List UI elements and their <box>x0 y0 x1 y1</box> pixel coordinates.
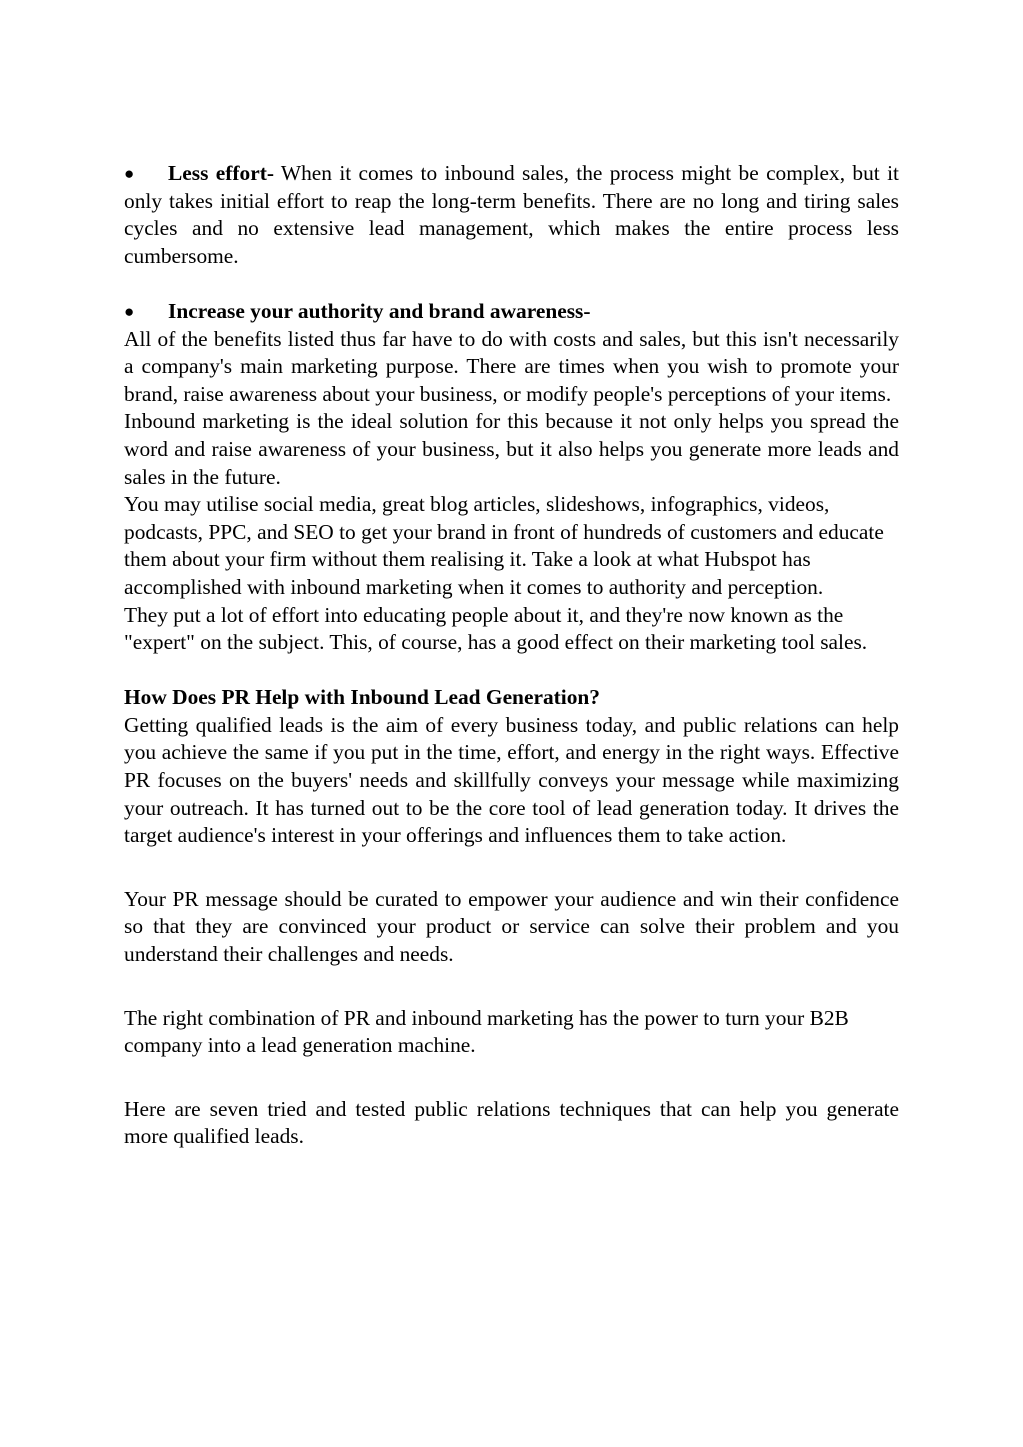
pr-paragraph-1: Getting qualified leads is the aim of every business today, and public relations can help you achieve the same if you put in the time, effort, and energy in the right ways. Effective PR focuses on the buyers' needs and skillfully conveys your message while maximizing your outreach. It has turned out to be the core tool of lead generation today. It drives the target audience's interest in your offerings and influences them to take action. <box>124 712 899 848</box>
brand-paragraph-1: All of the benefits listed thus far have to do with costs and sales, but this isn't necessarily a company's main marketing purpose. There are times when you wish to promote your brand, raise awareness about your business, or modify people's perceptions of your items. <box>124 326 899 406</box>
brand-paragraph-2: Inbound marketing is the ideal solution for this because it not only helps you spread the word and raise awareness of your business, but it also helps you generate more leads and sales in the future. <box>124 409 899 489</box>
document-page <box>124 160 899 1151</box>
less-effort-title: Less effort- <box>168 161 274 185</box>
bullet-icon: ● <box>124 301 135 321</box>
spacer <box>124 1060 899 1096</box>
section-heading: How Does PR Help with Inbound Lead Generation? <box>124 685 600 710</box>
pr-paragraph-2: Your PR message should be curated to empower your audience and win their confidence so that they are convinced your product or service can solve their problem and you understand their challenges and needs. <box>124 886 899 967</box>
pr-paragraph-3: The right combination of PR and inbound marketing has the power to turn your B2B company into a lead generation machine. <box>124 1005 849 1058</box>
less-effort-text: When it comes to inbound sales, the process might be complex, but it only takes initial effort to reap the long-term benefits. There are no long and tiring sales cycles and no extensive lead management, which makes the entire process less cumbersome. <box>124 161 899 268</box>
brand-paragraph-4: They put a lot of effort into educating people about it, and they're now known as the "expert" on the subject. This, of course, has a good effect on their marketing tool sales. <box>124 602 868 655</box>
spacer <box>124 657 899 685</box>
spacer <box>124 270 899 298</box>
bullet-icon: ● <box>124 164 135 183</box>
brand-paragraph-3: You may utilise social media, great blog articles, slideshows, infographics, videos, podcasts, PPC, and SEO to get your brand in front of hundreds of customers and educate them about your firm without them realising it. Take a look at what Hubspot has accomplished with inbound marketing when it comes to authority and perception. <box>124 492 884 599</box>
pr-paragraph-4: Here are seven tried and tested public relations techniques that can help you generate more qualified leads. <box>124 1096 899 1149</box>
spacer <box>124 850 899 886</box>
bullet-brand-awareness <box>124 298 899 326</box>
brand-awareness-title: Increase your authority and brand awareness- <box>168 298 591 323</box>
bullet-less-effort <box>124 160 899 270</box>
spacer <box>124 969 899 1005</box>
